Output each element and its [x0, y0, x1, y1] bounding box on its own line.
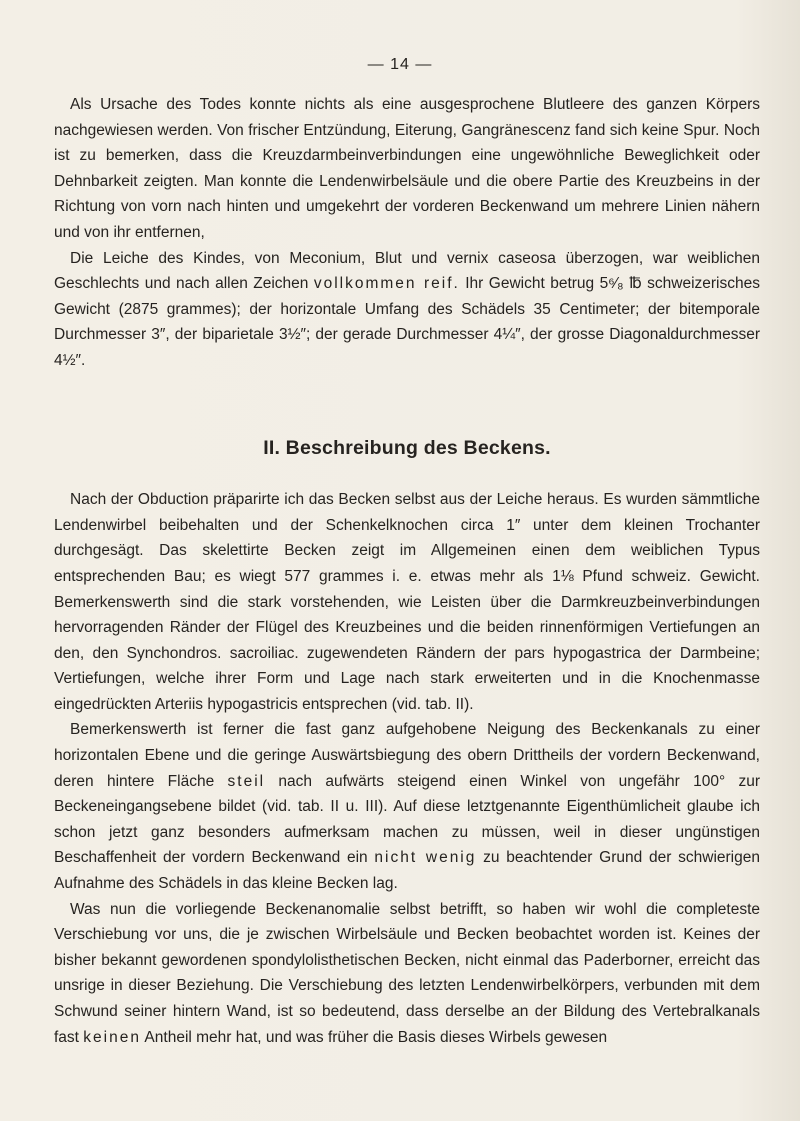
- spaced-emphasis: steil: [227, 772, 266, 790]
- paragraph-child-corpse: [54, 246, 760, 374]
- text-run: nach aufwärts steigend einen Winkel von ungefähr 100° zur Beckeneingangsebene bildet (vid. tab. II u. III). Auf diese letztgenannte Eigenthümlicheit glaube ich schon jetzt ganz besonders aufmerksam machen zu müssen, weil in dieser ungünstigen Beschaffenheit der vordern Beckenwand ein: [54, 772, 760, 867]
- page-number: — 14 —: [367, 56, 433, 73]
- text-run: Bemerkenswerth ist ferner die fast ganz aufgehobene Neigung des Beckenkanals zu einer horizontalen Ebene und die geringe Auswärtsbiegung des obern Drittheils der vordern Beckenwand, deren hintere Fläche: [54, 721, 760, 790]
- spaced-emphasis: vollkommen reif.: [313, 275, 460, 293]
- body-text: [54, 92, 760, 1050]
- section-heading: II. Beschreibung des Beckens.: [263, 436, 551, 459]
- paragraph-pelvic-inclination: [54, 717, 760, 896]
- paragraph-obduction: Nach der Obduction präparirte ich das Becken selbst aus der Leiche heraus. Es wurden sämmtliche Lendenwirbel beibehalten und der Schenkelknochen circa 1″ unter dem kleinen Trochanter durchgesägt. Das skelettirte Becken zeigt im Allgemeinen einen dem weiblichen Typus entsprechenden Bau; es wiegt 577 grammes i. e. etwas mehr als 1⅛ Pfund schweiz. Gewicht. Bemerkenswerth sind die stark vorstehenden, wie Leisten über die Darmkreuzbeinverbindungen hervorragenden Ränder der Flügel des Kreuzbeines und die beiden rinnenförmigen Vertiefungen an den, den Synchondros. sacroiliac. zugewendeten Rändern der pars hypogastrica der Darmbeine; Vertiefungen, welche ihrer Form und Lage nach stark erweiterten und in die Knochenmasse eingedrückten Arteriis hypogastricis entsprechen (vid. tab. II).: [54, 491, 760, 713]
- spaced-emphasis: nicht wenig: [374, 849, 477, 867]
- paragraph-cause-of-death: Als Ursache des Todes konnte nichts als eine ausgesprochene Blutleere des ganzen Körpers nachgewiesen werden. Von frischer Entzündung, Eiterung, Gangränescenz fand sich keine Spur. Noch ist zu bemerken, dass die Kreuzdarmbeinverbindungen eine ungewöhnliche Beweglichkeit oder Dehnbarkeit zeigten. Man konnte die Lendenwirbelsäule und die obere Partie des Kreuzbeins in der Richtung von vorn nach hinten und umgekehrt der vorderen Beckenwand um mehrere Linien nähern und von ihr entfernen,: [54, 96, 760, 241]
- text-run: zu beachtender Grund der schwierigen Aufnahme des Schädels in das kleine Becken lag.: [54, 849, 760, 893]
- text-run: Die Leiche des Kindes, von Meconium, Blut und vernix caseosa überzogen, war weiblichen Geschlechts und nach allen Zeichen: [54, 249, 760, 293]
- text-run: Ihr Gewicht betrug 5⁶⁄₈ ℔ schweizerisches Gewicht (2875 grammes); der horizontale Umfang des Schädels 35 Centimeter; der bitemporale Durchmesser 3″, der biparietale 3½″; der gerade Durchmesser 4¼″, der grosse Diagonaldurchmesser 4½″.: [54, 275, 760, 369]
- text-run: Was nun die vorliegende Beckenanomalie selbst betrifft, so haben wir wohl die completeste Verschiebung vor uns, die je zwischen Wirbelsäule und Becken beobachtet worden ist. Keines der bisher bekannt gewordenen spondylolisthetischen Becken, nicht einmal das Paderborner, erreicht das unsrige in dieser Beziehung. Die Verschiebung des letzten Lendenwirbelkörpers, verbunden mit dem Schwund seiner hintern Wand, ist so bedeutend, dass derselbe an der Bildung des Vertebralkanals fast: [54, 900, 760, 1046]
- paragraph-displacement: [54, 897, 760, 1051]
- text-run: Antheil mehr hat, und was früher die Basis dieses Wirbels gewesen: [140, 1028, 608, 1046]
- spaced-emphasis: keinen: [83, 1028, 141, 1046]
